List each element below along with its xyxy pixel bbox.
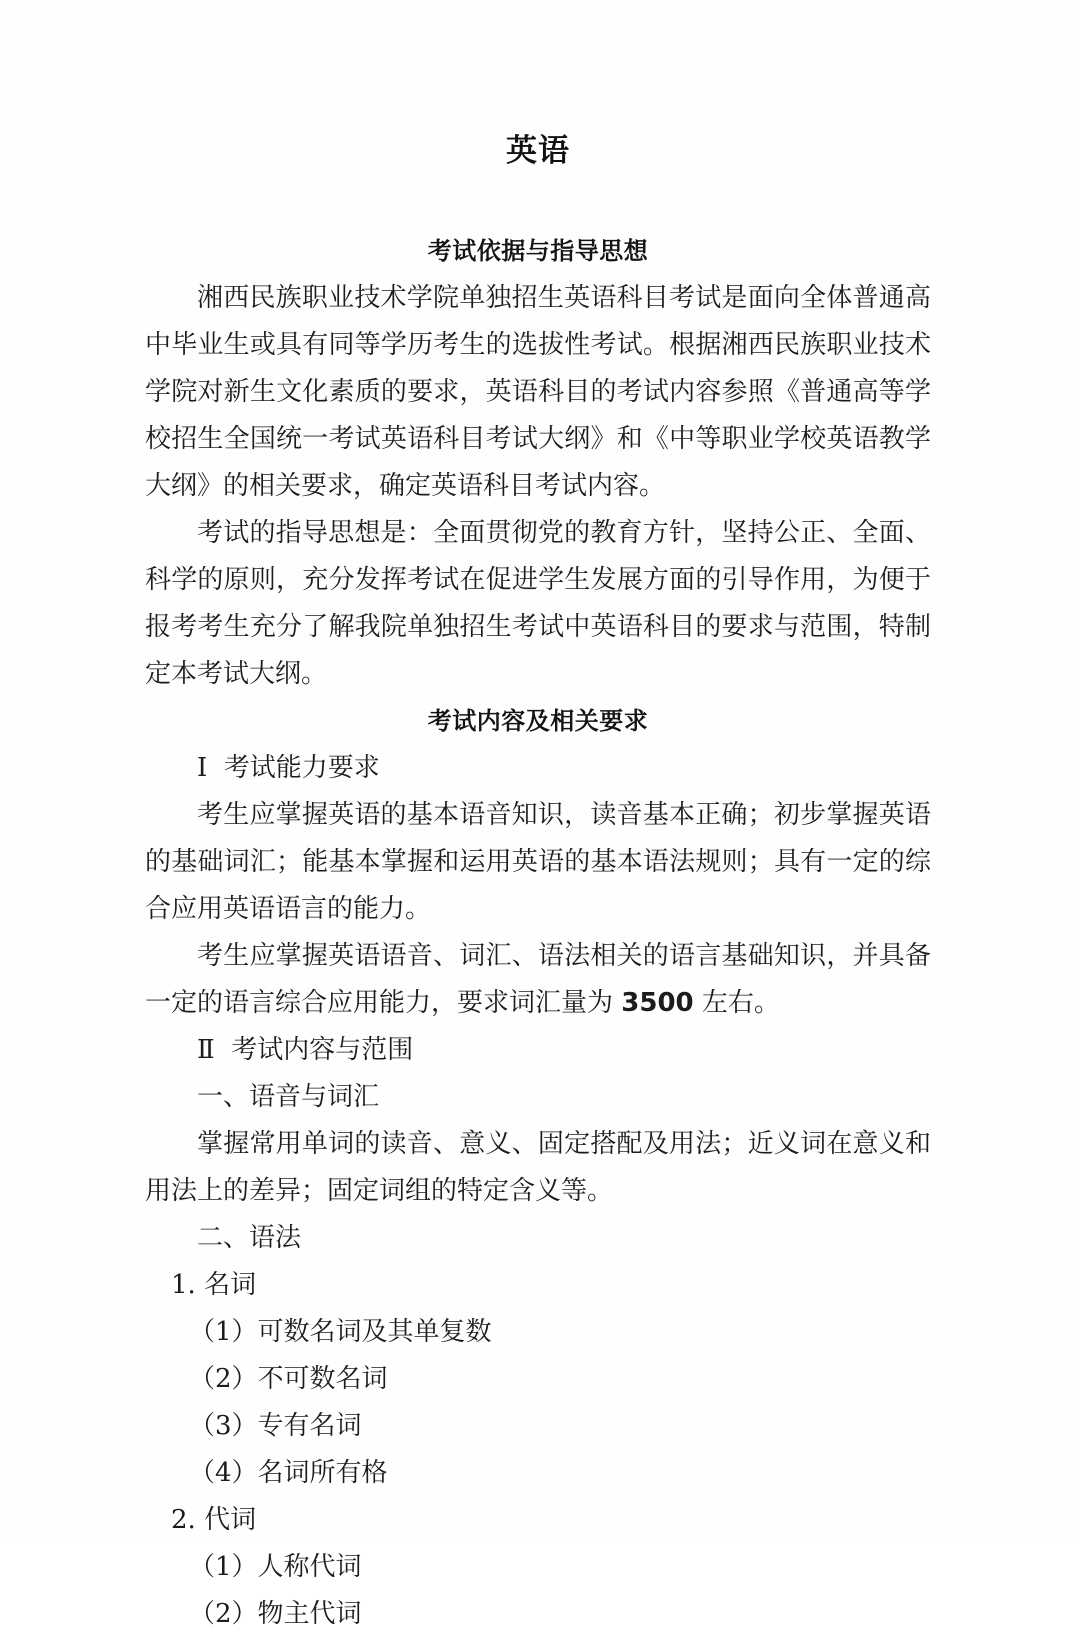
- outline-subitem-uncountable-nouns: （2）不可数名词: [189, 1364, 388, 1394]
- heading-exam-basis: 考试依据与指导思想: [427, 237, 649, 265]
- vocab-text-suffix: 左右。: [693, 988, 780, 1018]
- outline-section-phonetics-vocabulary: 一、语音与词汇: [197, 1082, 380, 1112]
- page-title: 英语: [506, 133, 570, 169]
- paragraph-phonetics-vocabulary: 掌握常用单词的读音、意义、固定搭配及用法；近义词在意义和用法上的差异；固定词组的特定含义等。: [145, 1129, 931, 1206]
- outline-roman-2: Ⅱ 考试内容与范围: [197, 1035, 414, 1065]
- outline-item-pronouns: 2. 代词: [171, 1505, 257, 1535]
- outline-subitem-possessive-pronouns: （2）物主代词: [189, 1599, 362, 1629]
- paragraph-ability-requirements: 考生应掌握英语的基本语音知识，读音基本正确；初步掌握英语的基础词汇；能基本掌握和运用英语的基本语法规则；具有一定的综合应用英语语言的能力。: [145, 800, 931, 924]
- outline-item-nouns: 1. 名词: [171, 1270, 257, 1300]
- vocab-text-prefix: 考生应掌握英语语音、词汇、语法相关的语言基础知识，并具备一定的语言综合应用能力，要求词汇量为: [145, 941, 931, 1018]
- vocabulary-count: 3500: [621, 988, 694, 1018]
- outline-subitem-possessive-case: （4）名词所有格: [189, 1458, 388, 1488]
- outline-roman-1: Ⅰ 考试能力要求: [197, 753, 380, 783]
- outline-subitem-proper-nouns: （3）专有名词: [189, 1411, 362, 1441]
- heading-content-requirements: 考试内容及相关要求: [427, 707, 649, 735]
- paragraph-guiding-ideology: 考试的指导思想是：全面贯彻党的教育方针，坚持公正、全面、科学的原则，充分发挥考试在促进学生发展方面的引导作用，为便于报考考生充分了解我院单独招生考试中英语科目的要求与范围，特制定本考试大纲。: [145, 518, 931, 689]
- outline-section-grammar: 二、语法: [197, 1223, 302, 1253]
- document-content: [145, 128, 931, 1638]
- paragraph-exam-basis-1: 湘西民族职业技术学院单独招生英语科目考试是面向全体普通高中毕业生或具有同等学历考生的选拔性考试。根据湘西民族职业技术学院对新生文化素质的要求，英语科目的考试内容参照《普通高等学校招生全国统一考试英语科目考试大纲》和《中等职业学校英语教学大纲》的相关要求，确定英语科目考试内容。: [145, 283, 931, 501]
- outline-subitem-personal-pronouns: （1）人称代词: [189, 1552, 362, 1582]
- outline-subitem-countable-nouns: （1）可数名词及其单复数: [189, 1317, 492, 1347]
- paragraph-vocabulary-requirements: [145, 933, 931, 1027]
